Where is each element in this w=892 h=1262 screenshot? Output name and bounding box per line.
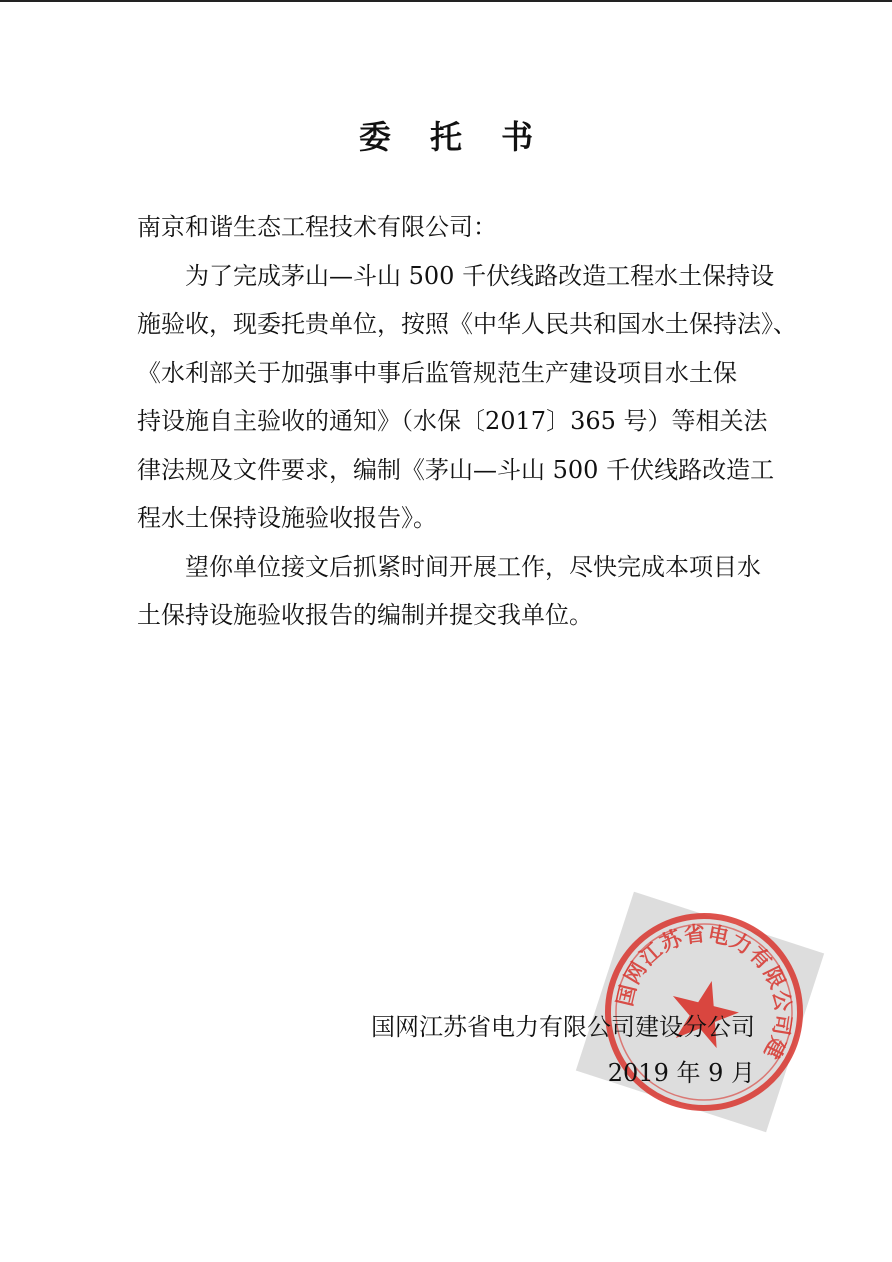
paragraph-1-line: 持设施自主验收的通知》（水保〔2017〕365 号）等相关法 bbox=[137, 407, 768, 435]
signing-organization: 国网江苏省电力有限公司建设分公司 bbox=[371, 1013, 755, 1041]
addressee: 南京和谐生态工程技术有限公司： bbox=[137, 213, 497, 241]
top-border bbox=[0, 0, 892, 2]
paragraph-1-line: 《水利部关于加强事中事后监管规范生产建设项目水土保 bbox=[137, 358, 737, 387]
paragraph-2-line: 土保持设施验收报告的编制并提交我单位。 bbox=[137, 601, 593, 629]
svg-text:国网江苏省电力有限公司建设分公司: 国网江苏省电力有限公司建设分公司 bbox=[612, 921, 796, 1064]
signing-date: 2019 年 9 月 bbox=[607, 1059, 755, 1087]
paragraph-1-line: 施验收，现委托贵单位，按照《中华人民共和国水土保持法》、 bbox=[137, 310, 797, 338]
paragraph-1-line: 为了完成茅山—斗山 500 千伏线路改造工程水土保持设 bbox=[185, 261, 775, 290]
paragraph-1-line: 律法规及文件要求，编制《茅山—斗山 500 千伏线路改造工 bbox=[137, 455, 775, 484]
paragraph-1-line: 程水土保持设施验收报告》。 bbox=[137, 504, 437, 532]
document-body bbox=[137, 203, 797, 640]
paragraph-2-line: 望你单位接文后抓紧时间开展工作，尽快完成本项目水 bbox=[185, 552, 761, 581]
signature-block bbox=[371, 1004, 755, 1096]
document-title: 委 托 书 bbox=[358, 118, 548, 156]
